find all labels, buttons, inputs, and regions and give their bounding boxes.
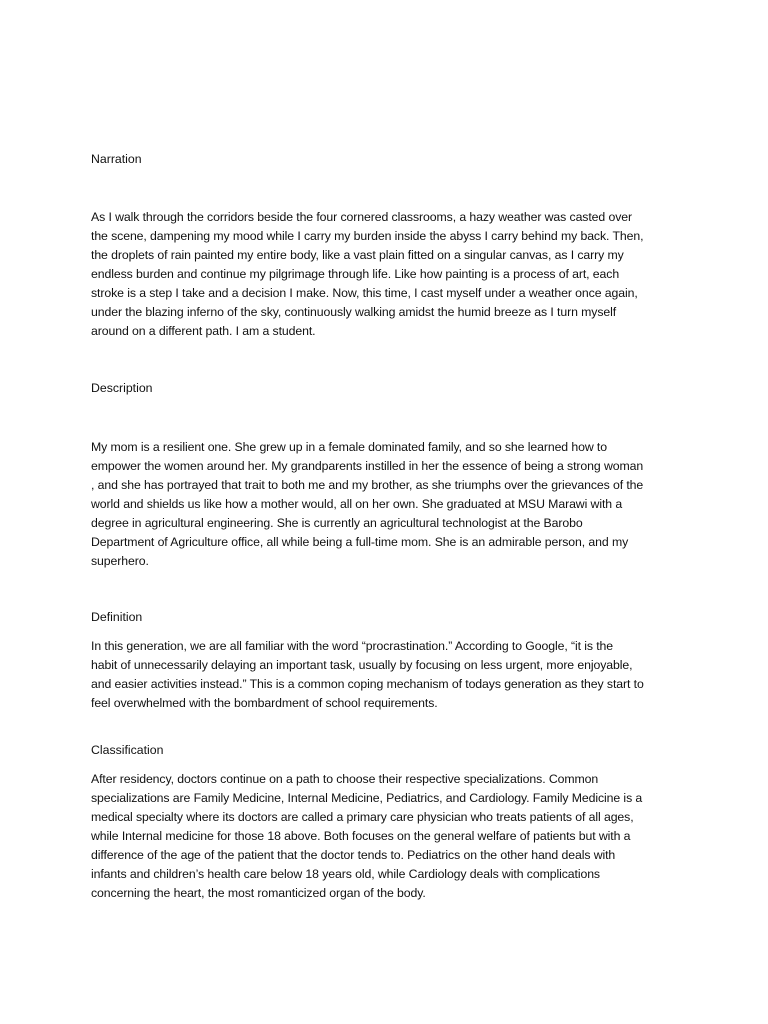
- section-heading-definition: Definition: [91, 610, 143, 624]
- paragraph-line: habit of unnecessarily delaying an important task, usually by focusing on less urgent, more enjoyable,: [91, 658, 633, 672]
- paragraph-line: around on a different path. I am a student.: [91, 324, 316, 338]
- section-heading-classification: Classification: [91, 743, 164, 757]
- paragraph-line: specializations are Family Medicine, Internal Medicine, Pediatrics, and Cardiology. Family Medicine is a: [91, 791, 643, 805]
- paragraph-line: superhero.: [91, 554, 149, 568]
- paragraph-line: difference of the age of the patient that the doctor tends to. Pediatrics on the other hand deals with: [91, 848, 616, 862]
- paragraph-line: the droplets of rain painted my entire body, like a vast plain fitted on a singular canvas, as I carry my: [91, 248, 624, 262]
- paragraph-line: empower the women around her. My grandparents instilled in her the essence of being a strong woman: [91, 459, 644, 473]
- paragraph-line: In this generation, we are all familiar with the word “procrastination.” According to Google, “it is the: [91, 639, 614, 653]
- paragraph-line: medical specialty where its doctors are called a primary care physician who treats patients of all ages,: [91, 810, 634, 824]
- paragraph-line: under the blazing inferno of the sky, continuously walking amidst the humid breeze as I turn myself: [91, 305, 617, 319]
- paragraph-line: , and she has portrayed that trait to both me and my brother, as she triumphs over the grievances of the: [91, 478, 644, 492]
- paragraph-line: After residency, doctors continue on a path to choose their respective specializations. Common: [91, 772, 599, 786]
- paragraph-line: and easier activities instead.” This is a common coping mechanism of todays generation as they start to: [91, 677, 644, 691]
- section-heading-description: Description: [91, 381, 153, 395]
- section-heading-narration: Narration: [91, 152, 142, 166]
- paragraph-line: world and shields us like how a mother would, all on her own. She graduated at MSU Marawi with a: [91, 497, 623, 511]
- paragraph-line: stroke is a step I take and a decision I make. Now, this time, I cast myself under a weather once again,: [91, 286, 638, 300]
- paragraph-line: while Internal medicine for those 18 above. Both focuses on the general welfare of patients but with a: [91, 829, 631, 843]
- paragraph-line: infants and children’s health care below 18 years old, while Cardiology deals with complications: [91, 867, 600, 881]
- paragraph-line: As I walk through the corridors beside the four cornered classrooms, a hazy weather was casted over: [91, 210, 632, 224]
- section-body-classification: [91, 770, 677, 903]
- paragraph-line: feel overwhelmed with the bombardment of school requirements.: [91, 696, 438, 710]
- paragraph-line: endless burden and continue my pilgrimage through life. Like how painting is a process of art, each: [91, 267, 620, 281]
- section-body-narration: [91, 208, 677, 341]
- section-body-description: [91, 438, 677, 571]
- paragraph-line: My mom is a resilient one. She grew up in a female dominated family, and so she learned how to: [91, 440, 607, 454]
- paragraph-line: Department of Agriculture office, all while being a full-time mom. She is an admirable person, and my: [91, 535, 629, 549]
- paragraph-line: the scene, dampening my mood while I carry my burden inside the abyss I carry behind my back. Then,: [91, 229, 644, 243]
- paragraph-line: concerning the heart, the most romanticized organ of the body.: [91, 886, 426, 900]
- paragraph-line: degree in agricultural engineering. She is currently an agricultural technologist at the Barobo: [91, 516, 583, 530]
- section-body-definition: [91, 637, 677, 713]
